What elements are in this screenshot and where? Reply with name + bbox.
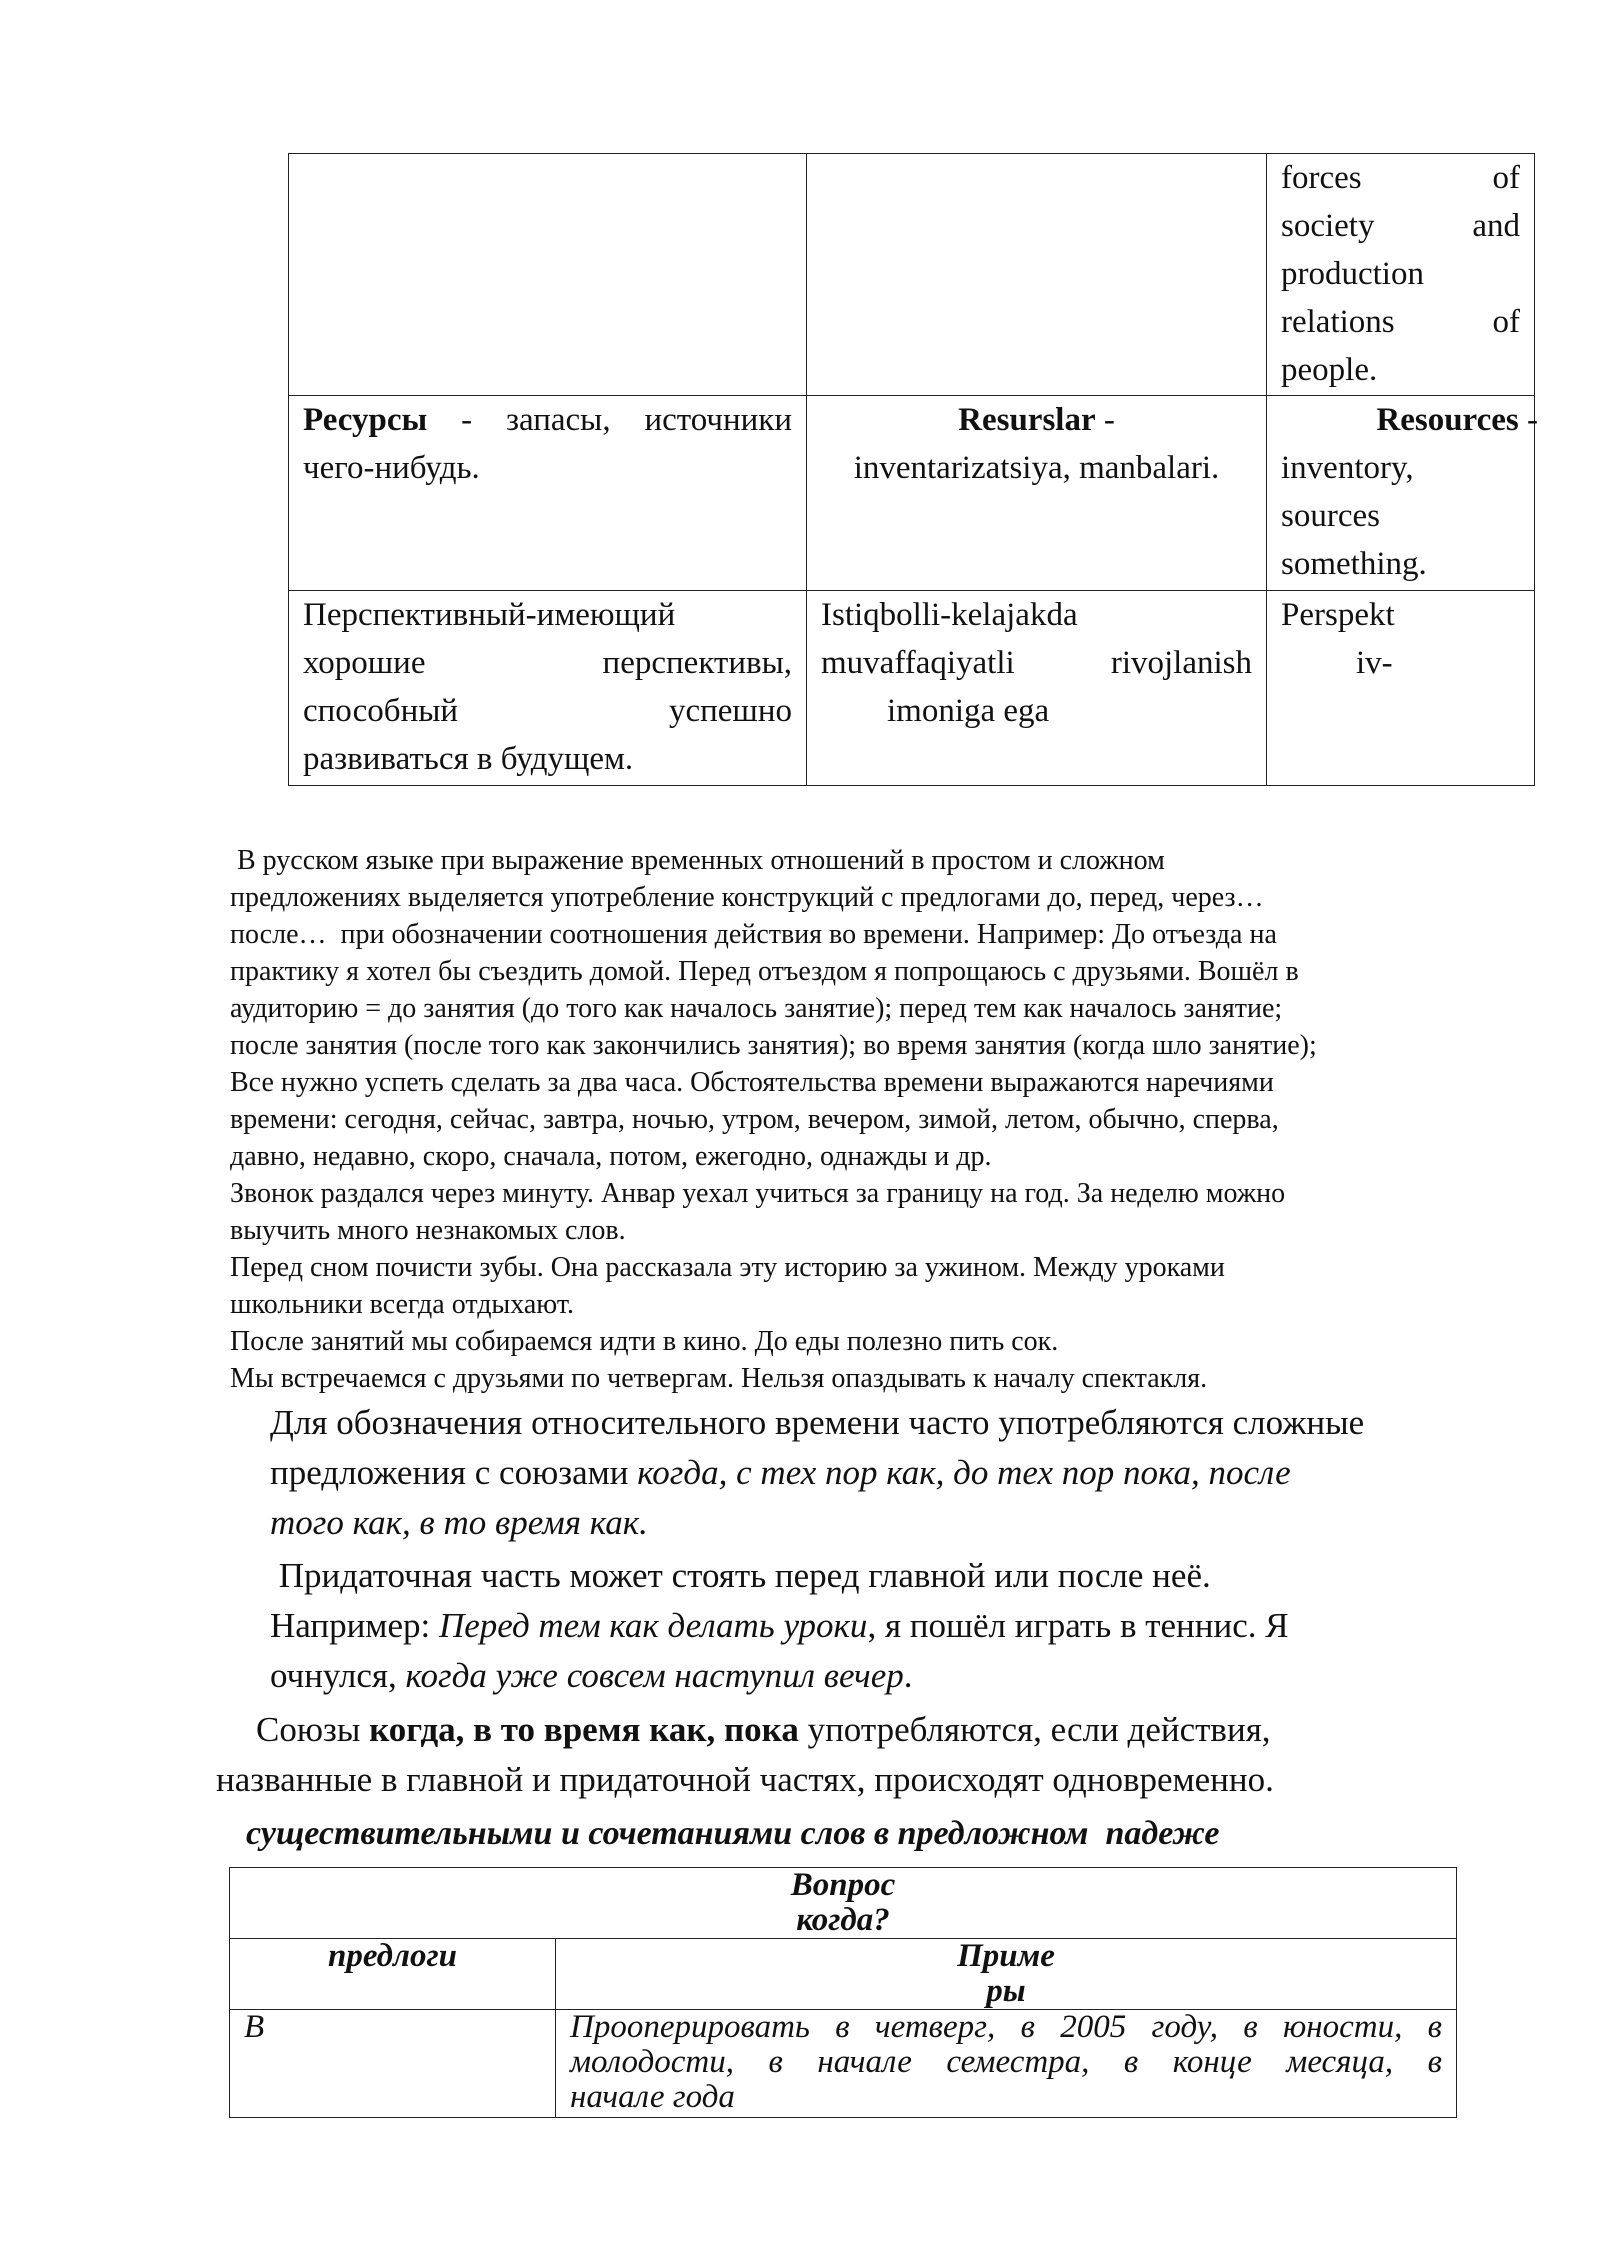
en-term: Resources — [1376, 402, 1519, 438]
text-line: давно, недавно, скоро, сначала, потом, ежегодно, однажды и др. — [230, 1141, 992, 1172]
text-line: После занятий мы собираемся идти в кино. До еды полезно пить сок. — [230, 1326, 1059, 1357]
text-italic: когда, с тех пор как, до тех пор пока, после — [637, 1453, 1291, 1492]
text-line: Все нужно успеть сделать за два часа. Обстоятельства времени выражаются наречиями — [230, 1067, 1274, 1098]
en-line: society and — [1281, 208, 1520, 244]
text-line: выучить много незнакомых слов. — [230, 1215, 626, 1246]
glossary-cell-en — [1267, 154, 1535, 396]
glossary-cell-ru — [289, 396, 807, 591]
text-italic: Перед тем как делать уроки — [438, 1606, 868, 1645]
column-header-prepositions: предлоги — [230, 1939, 556, 2010]
text-line: практику я хотел бы съездить домой. Перед отъездом я попрощаюсь с друзьями. Вошёл в — [230, 956, 1299, 987]
ru-def-text: - запасы, источники чего-нибудь. — [303, 402, 792, 486]
en-line: iv- — [1356, 645, 1393, 681]
examples-cell — [556, 2010, 1457, 2118]
glossary-cell-en — [1267, 396, 1538, 591]
uz-line: muvaffaqiyatli rivojlanish — [821, 645, 1252, 681]
paragraph-conjunctions — [216, 1705, 1466, 1805]
en-def-line: something. — [1281, 546, 1427, 582]
glossary-row-1 — [289, 154, 1535, 396]
header-line: Приме — [957, 1938, 1055, 1974]
glossary-cell-uz — [807, 396, 1267, 591]
glossary-table — [288, 153, 1538, 786]
text-line: В русском языке при выражение временных отношений в простом и сложном — [230, 845, 1165, 876]
column-header-examples — [556, 1939, 1457, 2010]
section-subheading: существительными и сочетаниями слов в предложном падеже — [246, 1815, 1220, 1852]
example-line: начале года — [570, 2079, 735, 2115]
en-line: production — [1281, 256, 1424, 292]
header-line: ры — [986, 1973, 1026, 2009]
uz-term-line — [821, 396, 1252, 444]
uz-def: inventarizatsiya, manbalari. — [853, 450, 1220, 486]
glossary-row-3 — [289, 591, 1535, 786]
en-line: people. — [1281, 352, 1378, 388]
text-line — [270, 1601, 1470, 1651]
table-header-question — [230, 1868, 1457, 1939]
glossary-cell-uz — [807, 154, 1267, 396]
glossary-cell-en — [1267, 591, 1535, 786]
text-bold: когда, в то время как, пока — [369, 1710, 799, 1749]
glossary-cell-ru — [289, 154, 807, 396]
en-def-line: inventory, — [1281, 450, 1414, 486]
ru-definition — [303, 396, 792, 492]
table-column-header-row — [230, 1939, 1457, 2010]
text-line — [270, 1651, 1470, 1701]
text-line: названные в главной и придаточной частях, происходят одновременно. — [216, 1760, 1274, 1799]
ru-term: Ресурсы — [303, 402, 428, 438]
text-line: аудиторию = до занятия (до того как началось занятие); перед тем как началось занятие; — [230, 993, 1283, 1024]
en-term-line — [1281, 396, 1538, 444]
text-line: Звонок раздался через минуту. Анвар уехал учиться за границу на год. За неделю можно — [230, 1178, 1286, 1209]
text-plain: , я пошёл играть в теннис. Я — [867, 1606, 1289, 1645]
paragraph-temporal-relations — [230, 842, 1530, 1397]
uz-line: Istiqbolli-kelajakda — [821, 597, 1078, 633]
ru-line: Перспективный-имеющий — [303, 597, 676, 633]
en-line: Perspekt — [1281, 597, 1395, 633]
header-line: Вопрос — [790, 1867, 896, 1903]
glossary-row-2 — [289, 396, 1535, 591]
text-line: предложениях выделяется употребление конструкций с предлогами до, перед, через… — [230, 882, 1264, 913]
uz-term: Resurslar — [958, 402, 1096, 438]
ru-line: развиваться в будущем. — [303, 741, 634, 777]
text-line: после… при обозначении соотношения действия во времени. Например: До отъезда на — [230, 919, 1277, 950]
text-line: Мы встречаемся с друзьями по четвергам. Нельзя опаздывать к началу спектакля. — [230, 1363, 1208, 1394]
text-line: Перед сном почисти зубы. Она рассказала эту историю за ужином. Между уроками — [230, 1252, 1225, 1283]
text-italic: когда уже совсем наступил вечер — [405, 1656, 904, 1695]
glossary-cell-ru — [289, 591, 807, 786]
en-dash: - — [1518, 402, 1538, 438]
table-header-row — [230, 1868, 1457, 1939]
text-line — [270, 1498, 1470, 1548]
header-line: когда? — [796, 1902, 890, 1938]
text-line — [216, 1705, 1466, 1755]
ru-line: способный успешно — [303, 693, 792, 729]
text-plain: . — [903, 1656, 913, 1695]
text-plain: предложения с союзами — [270, 1453, 638, 1492]
text-plain: очнулся, — [270, 1656, 406, 1695]
en-line: forces of — [1281, 160, 1520, 196]
prepositions-table — [229, 1867, 1457, 2118]
en-line: relations of — [1281, 304, 1520, 340]
text-plain: Союзы — [256, 1710, 370, 1749]
example-line: молодости, в начале семестра, в конце месяца, в — [570, 2044, 1442, 2080]
text-line: Для обозначения относительного времени часто употребляются сложные — [270, 1403, 1365, 1442]
ru-line: хорошие перспективы, — [303, 645, 792, 681]
text-line: школьники всегда отдыхают. — [230, 1289, 574, 1320]
example-line: Прооперировать в четверг, в 2005 году, в юности, в — [570, 2009, 1442, 2045]
text-line: после занятия (после того как закончились занятия); во время занятия (когда шло занятие); — [230, 1030, 1317, 1061]
text-line: Придаточная часть может стоять перед главной или после неё. — [270, 1556, 1211, 1595]
text-plain: употребляются, если действия, — [798, 1710, 1271, 1749]
en-def-line: sources — [1281, 498, 1380, 534]
paragraph-relative-time — [270, 1398, 1470, 1701]
table-row — [230, 2010, 1457, 2118]
text-italic: того как, в то время как. — [270, 1503, 648, 1542]
uz-dash: - — [1095, 402, 1115, 438]
text-line — [270, 1448, 1470, 1498]
uz-line: imoniga ega — [887, 693, 1050, 729]
glossary-cell-uz — [807, 591, 1267, 786]
text-plain: Например: — [270, 1606, 439, 1645]
text-line: времени: сегодня, сейчас, завтра, ночью, утром, вечером, зимой, летом, обычно, сперва, — [230, 1104, 1279, 1135]
preposition-cell: В — [230, 2010, 556, 2118]
